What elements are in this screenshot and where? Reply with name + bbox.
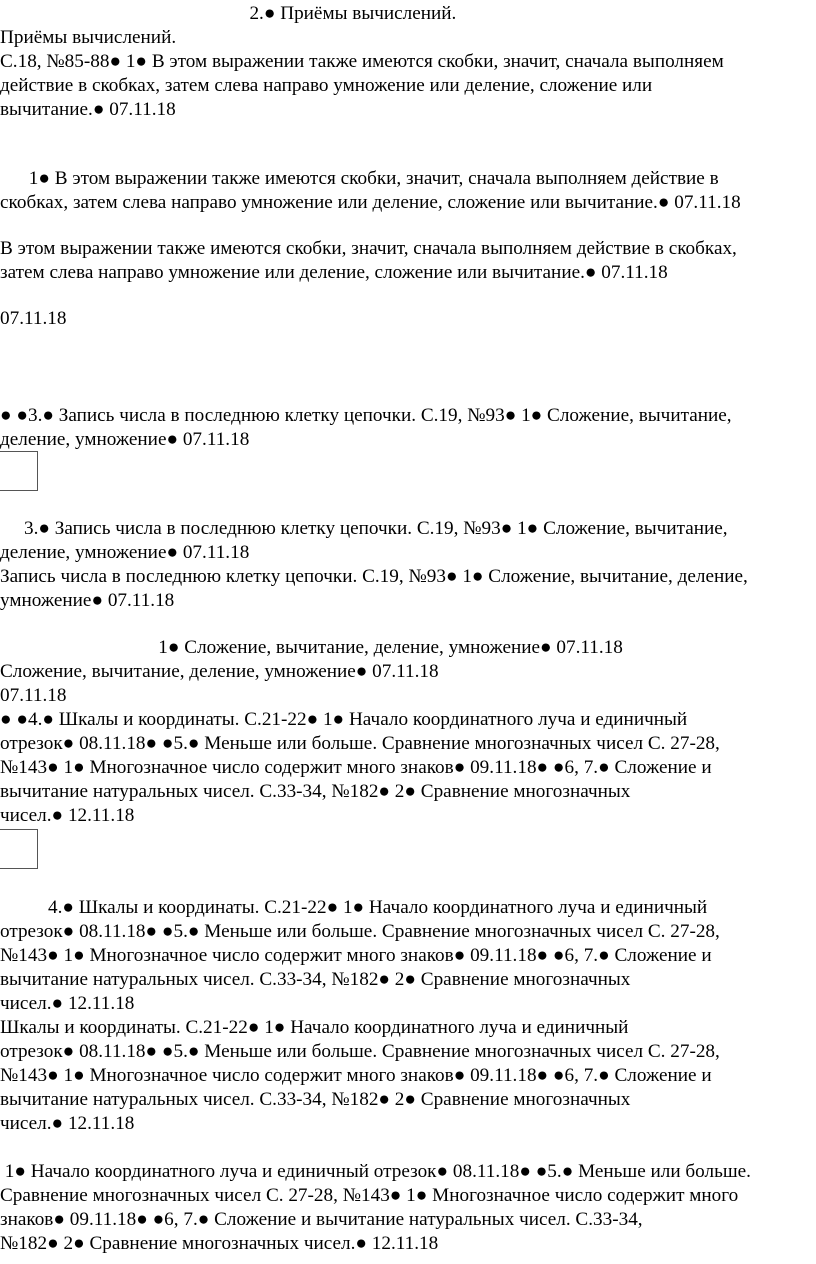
text-line: №143● 1● Многозначное число содержит много знаков● 09.11.18● ●6, 7.● Сложение и <box>0 945 712 966</box>
text-line: №143● 1● Многозначное число содержит много знаков● 09.11.18● ●6, 7.● Сложение и <box>0 757 712 778</box>
empty-image-frame <box>0 829 38 869</box>
text-line: деление, умножение● 07.11.18 <box>0 542 250 563</box>
text-line: №143● 1● Многозначное число содержит много знаков● 09.11.18● ●6, 7.● Сложение и <box>0 1065 712 1086</box>
text-line: Запись числа в последнюю клетку цепочки. С.19, №93● 1● Сложение, вычитание, деление, <box>0 566 748 587</box>
text-line: вычитание натуральных чисел. С.33-34, №182● 2● Сравнение многозначных <box>0 1089 631 1110</box>
text-line: №182● 2● Сравнение многозначных чисел.● 12.11.18 <box>0 1233 439 1254</box>
text-line: отрезок● 08.11.18● ●5.● Меньше или больше. Сравнение многозначных чисел С. 27-28, <box>0 733 720 754</box>
text-line: С.18, №85-88● 1● В этом выражении также имеются скобки, значит, сначала выполняем <box>0 51 724 72</box>
text-line: чисел.● 12.11.18 <box>0 993 135 1014</box>
text-line: 1● Начало координатного луча и единичный отрезок● 08.11.18● ●5.● Меньше или больше. <box>0 1161 751 1182</box>
text-line: 1● Сложение, вычитание, деление, умножение● 07.11.18 <box>0 637 623 658</box>
text-line: затем слева направо умножение или деление, сложение или вычитание.● 07.11.18 <box>0 262 668 283</box>
text-line: чисел.● 12.11.18 <box>0 805 135 826</box>
text-line: скобках, затем слева направо умножение или деление, сложение или вычитание.● 07.11.18 <box>0 192 741 213</box>
text-line: ● ●4.● Шкалы и координаты. С.21-22● 1● Начало координатного луча и единичный <box>0 709 688 730</box>
text-line: чисел.● 12.11.18 <box>0 1113 135 1134</box>
text-line: ● ●3.● Запись числа в последнюю клетку цепочки. С.19, №93● 1● Сложение, вычитание, <box>0 405 732 426</box>
text-line: отрезок● 08.11.18● ●5.● Меньше или больше. Сравнение многозначных чисел С. 27-28, <box>0 1041 720 1062</box>
text-line: действие в скобках, затем слева направо умножение или деление, сложение или <box>0 75 653 96</box>
text-line: 07.11.18 <box>0 685 67 706</box>
date-line: 07.11.18 <box>0 308 67 329</box>
text-line: В этом выражении также имеются скобки, значит, сначала выполняем действие в скобках, <box>0 238 737 259</box>
text-line: вычитание.● 07.11.18 <box>0 99 176 120</box>
empty-image-frame <box>0 451 38 491</box>
text-line: Сложение, вычитание, деление, умножение● 07.11.18 <box>0 661 439 682</box>
text-line: 1● В этом выражении также имеются скобки, значит, сначала выполняем действие в <box>0 168 719 189</box>
text-line: отрезок● 08.11.18● ●5.● Меньше или больше. Сравнение многозначных чисел С. 27-28, <box>0 921 720 942</box>
text-line: Сравнение многозначных чисел С. 27-28, №143● 1● Многозначное число содержит много <box>0 1185 739 1206</box>
page-title: 2.● Приёмы вычислений. <box>0 3 457 24</box>
text-line: Шкалы и координаты. С.21-22● 1● Начало координатного луча и единичный <box>0 1017 629 1038</box>
text-line: знаков● 09.11.18● ●6, 7.● Сложение и вычитание натуральных чисел. С.33-34, <box>0 1209 643 1230</box>
text-line: 3.● Запись числа в последнюю клетку цепочки. С.19, №93● 1● Сложение, вычитание, <box>0 518 728 539</box>
text-line: 4.● Шкалы и координаты. С.21-22● 1● Начало координатного луча и единичный <box>0 897 708 918</box>
text-line: деление, умножение● 07.11.18 <box>0 429 250 450</box>
text-line: Приёмы вычислений. <box>0 27 177 48</box>
text-line: вычитание натуральных чисел. С.33-34, №182● 2● Сравнение многозначных <box>0 969 631 990</box>
text-line: вычитание натуральных чисел. С.33-34, №182● 2● Сравнение многозначных <box>0 781 631 802</box>
text-line: умножение● 07.11.18 <box>0 590 175 611</box>
